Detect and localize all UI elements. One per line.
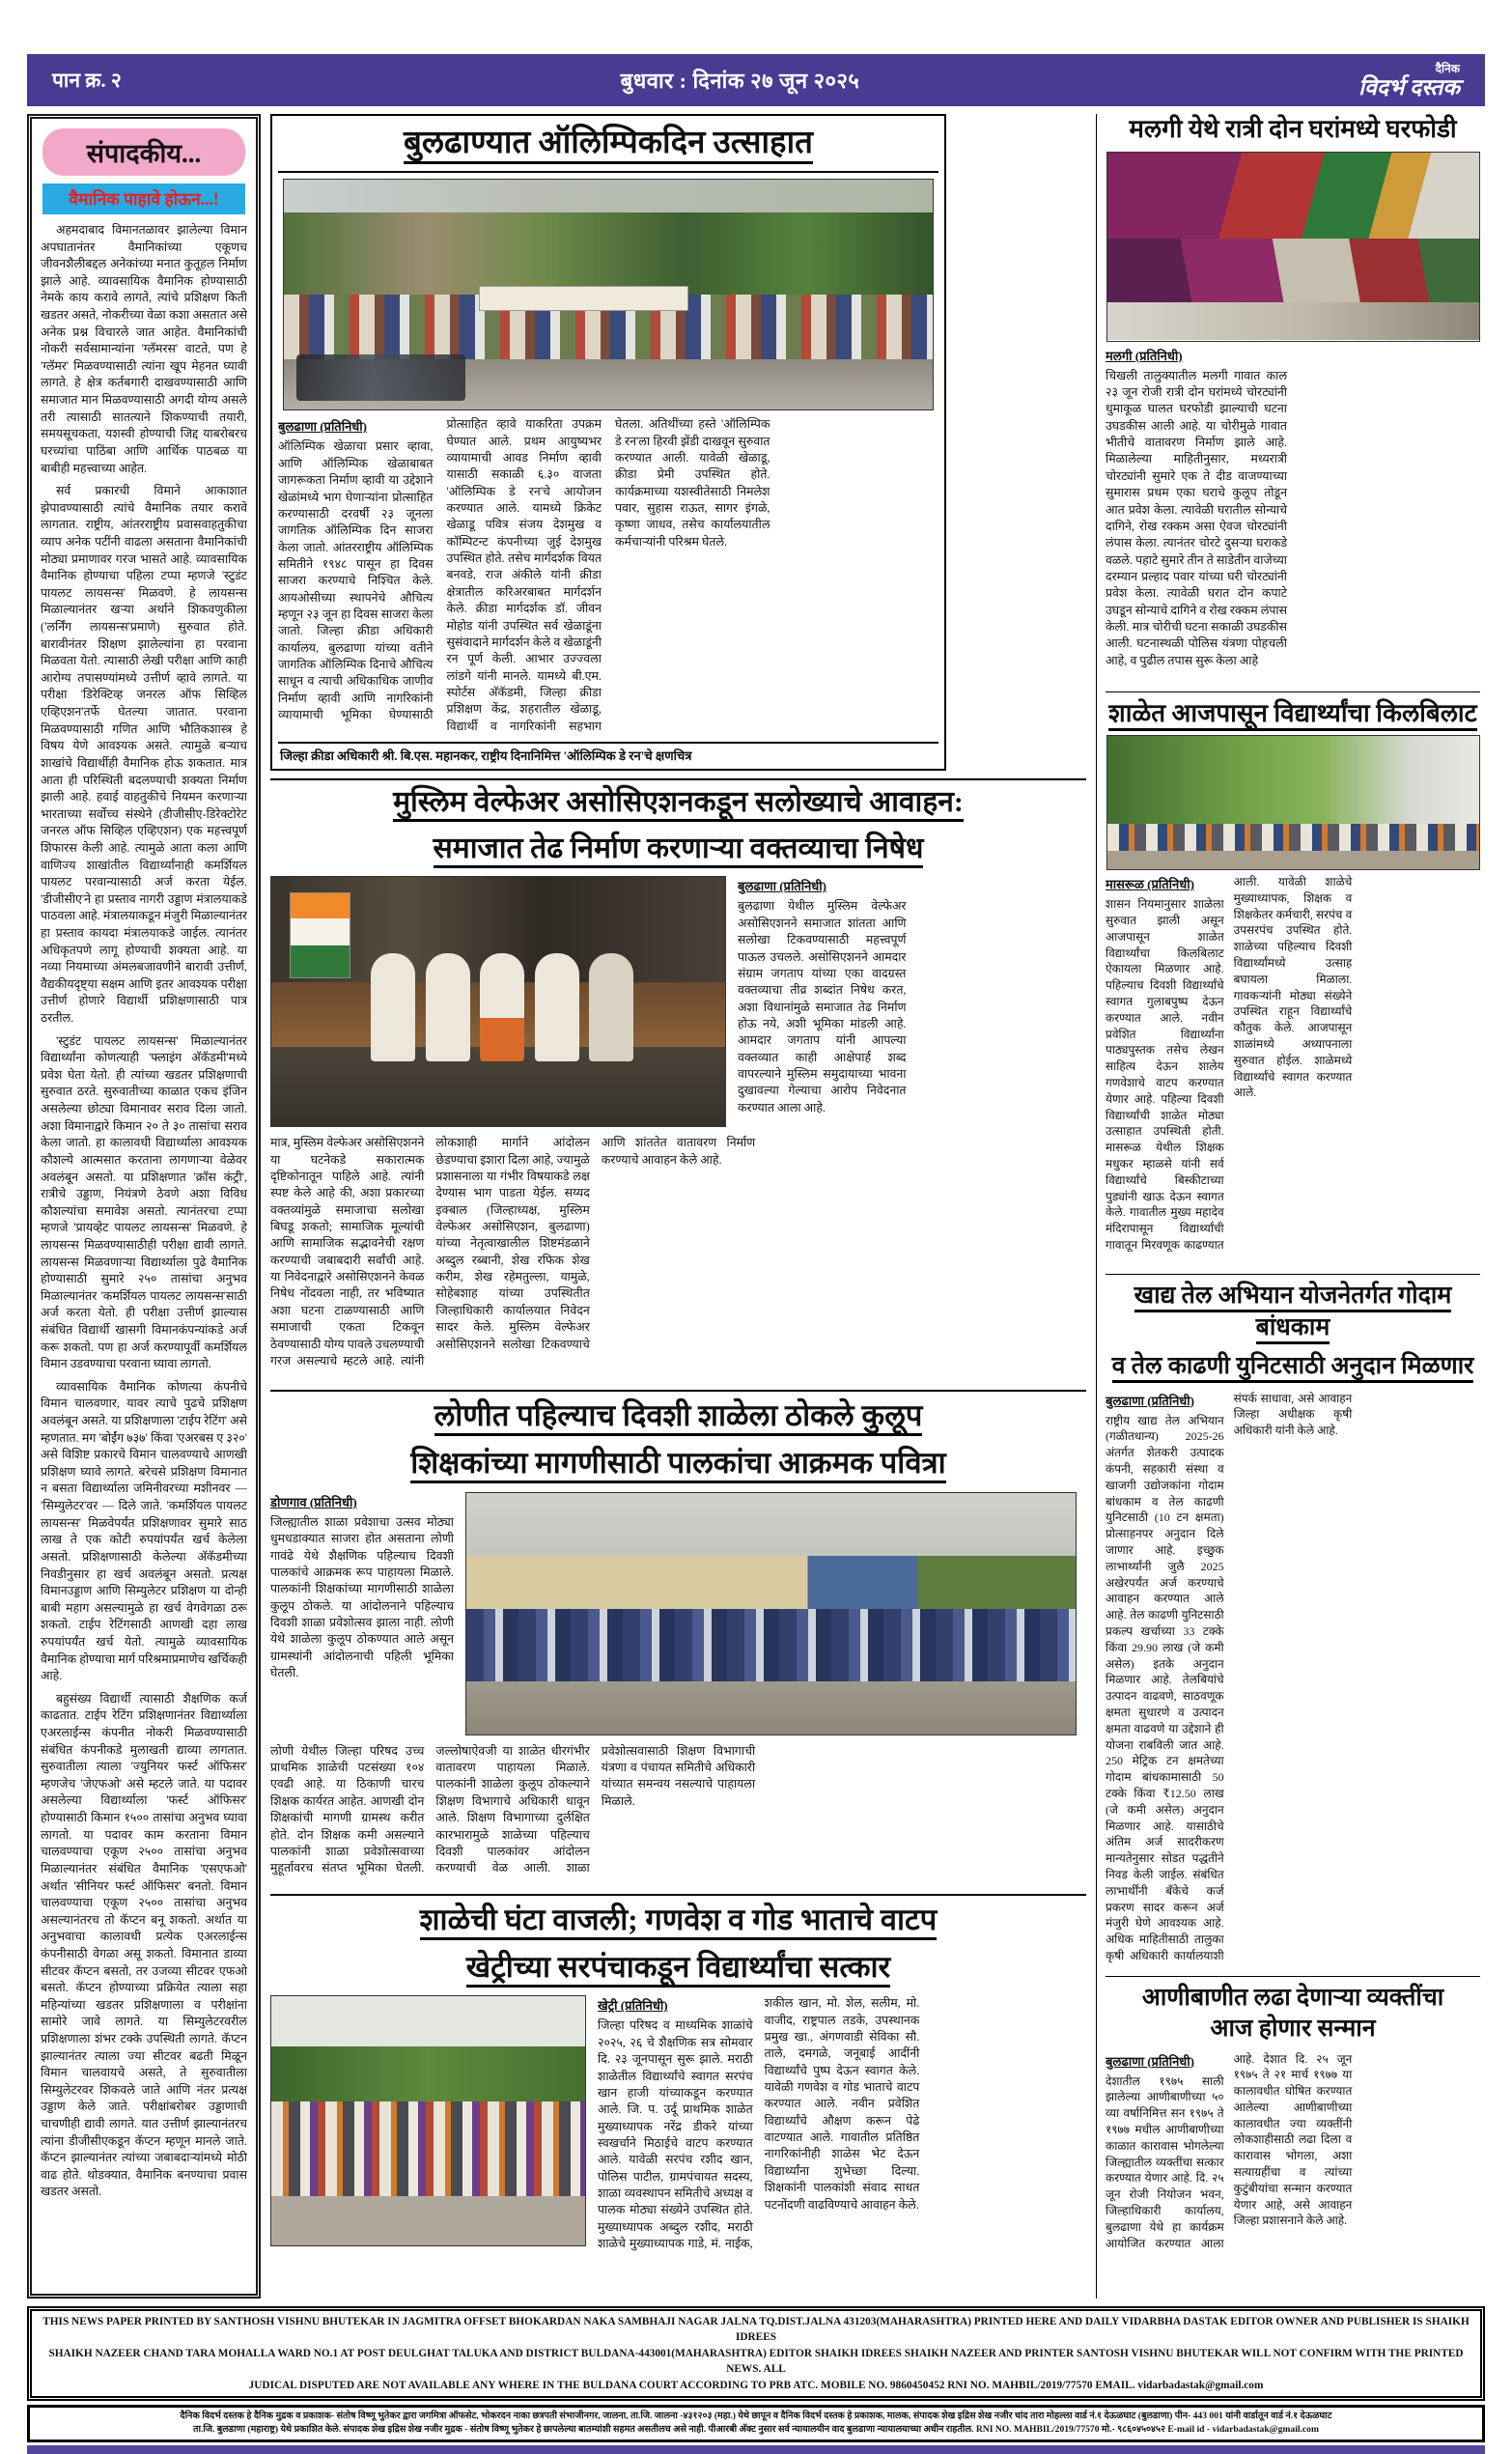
- photo-flag-banner: [290, 892, 350, 979]
- olympic-body-text: ऑलिम्पिक खेळाचा प्रसार व्हावा, आणि ऑलिम्पिक खेळाबाबत जागरूकता निर्माण व्हावी या उद्देशाने खेळांमध्ये भाग घेणाऱ्यांना प्रोत्साहित करण्यासाठी दरवर्षी २३ जूनला जागतिक ऑलिम्पिक दिन साजरा केला जातो. आंतरराष्ट्रीय ऑलिम्पिक समितीने १९४८ पासून हा दिवस साजरा करण्याचे निश्चित केले. आयओसीच्या स्थापनेचे औचित्य म्हणून २३ जून हा दिवस साजरा केला जातो. जिल्हा क्रीडा अधिकारी कार्यालय, बुलढाणा यांच्या वतीने जागतिक ऑलिम्पिक दिनाचे औचित्य साधून व त्याची अधिकाधिक जाणीव निर्माण व्हावी आणि नागरिकांनी व्यायामाची भूमिका घेण्यासाठी प्रोत्साहित व्हावे याकरिता उपक्रम घेण्यात आले. प्रथम आयुष्यभर व्यायामाची आवड निर्माण व्हावी यासाठी सकाळी ६.३० वाजता 'ऑलिम्पिक डे रन'चे आयोजन करण्यात आले. यामध्ये क्रिकेट खेळाडू पवित्र संजय देशमुख व कॉम्पिटन्ट कंपनीच्या जुई देशमुख उपस्थित होते. तसेच मार्गदर्शक वियत बनवडे, राज अंकीले यांनी क्रीडा क्षेत्रातील करिअरबाबत मार्गदर्शन केले. क्रीडा मार्गदर्शक डॉ. जीवन मोहोड यांनी उपस्थित सर्व खेळाडूंना सुसंवादाने मार्गदर्शन केले व खेळाडूंनी रन पूर्ण केली. आभार उज्ज्वला लांडगे यांनी मानले. यामध्ये बी.एम. स्पोर्टस अ‍ॅकॅडमी, जिल्हा क्रीडा प्रशिक्षण केंद्र, शहरातील खेळाडू, विद्यार्थी व नागरिकांनी सहभाग घेतला. अतिथींच्या हस्ते 'ऑलिम्पिक डे रन'ला हिरवी झेंडी दाखवून सुरुवात करण्यात आली. यावेळी खेळाडू, क्रीडा प्रेमी उपस्थित होते. कार्यक्रमाच्या यशस्वीतेसाठी निमलेश पवार, सुहास राऊत, सागर इंगळे, कृष्णा जाधव, तसेच कार्यालयातील कर्मचाऱ्यांनी परिश्रम घेतले.: [278, 417, 770, 733]
- loni-body-left: [270, 1492, 454, 1734]
- emergency-headline-line2: आज होणार सन्मान: [1210, 2016, 1376, 2042]
- photo-sky-band: [284, 180, 933, 212]
- editorial-paragraph: बहुसंख्य विद्यार्थी त्यासाठी शैक्षणिक कर्ज काढतात. टाईप रेटिंग प्रशिक्षणानंतर विद्यार्थ्याला एअरलाईन्स कंपनीत नोकरी मिळवण्यासाठी संबंधित कंपनीकडे मुलाखती द्याव्या लागतात. सुरुवातीला त्याला 'ज्युनियर फर्स्ट ऑफिसर' म्हणजेच 'जेएफओ' असे म्हटले जाते. या पदावर असलेल्या विद्यार्थ्याला 'फर्स्ट ऑफिसर' होण्यासाठी किमान १५०० तासांचा अनुभव घ्यावा लागतो. या पदावर काम करताना विमान चालवण्याचा एकूण २५०० तासांचा अनुभव मिळाल्यानंतर संबंधित वैमानिक 'एसएफओ' अर्थात 'सीनियर फर्स्ट ऑफिसर' बनतो. विमान चालवण्याचा एकूण २५०० तासांचा अनुभव असल्यानंतरच तो कॅप्टन बनू शकतो. अर्थात या अनुभवाचा कालावधी प्रत्येक एअरलाईन्स कंपनीसाठी वेगळा असू शकतो. विमानात डाव्या सीटवर कॅप्टन बसतो, तर उजव्या सीटवर एफओ बसतो. कॅप्टन होण्याच्या प्रक्रियेत त्याला सहा महिन्यांच्या खडतर प्रशिक्षणाला व परीक्षांना सामोरे जावे लागते. या सिम्युलेटरवरील प्रशिक्षणाला शंभर टक्के उपस्थिती लागते. कॅप्टन झाल्यानंतर त्याला ज्या सीटवर बढती मिळून विमान चालवायचे असते, ते सुरुवातीला सिम्युलेटरवर शिकवले जाते आणि नंतर प्रत्यक्ष उड्डाण केले जाते. परीक्षांबरोबर उड्डाणाची चाचणीही द्यावी लागते. यात उत्तीर्ण झाल्यानंतरच त्यांना डीजीसीएकडून कॅप्टन म्हणून मानले जाते. कॅप्टन झाल्यानंतर त्यांच्या जबाबदाऱ्यांमध्ये मोठी वाढ होते. थोडक्यात, वैमानिक बनण्याचा प्रवास खडतर असतो.: [41, 1691, 247, 2199]
- editorial-box: [27, 114, 261, 2299]
- photo-sky-band: [271, 1996, 585, 2046]
- article-olympic-day: [270, 114, 946, 771]
- muslim-photo-row: [270, 876, 1086, 1127]
- photo-person: [589, 953, 633, 1061]
- article-edible-oil-subsidy: [1106, 1274, 1480, 1970]
- editorial-paragraph: सर्व प्रकारची विमाने आकाशात झेपावण्यासाठी त्यांचे वैमानिक तयार करावे लागतात. राष्ट्रीय, आंतरराष्ट्रीय प्रवासवाहतुकीचा व्याप अनेक पटींनी वाढला असताना वैमानिकांची मोठ्या प्रमाणावर गरज भासते आहे. व्यावसायिक वैमानिक होण्याचा पहिला टप्पा म्हणजे 'स्टुडंट पायलट लायसन्स' मिळवणे. हे लायसन्स मिळाल्यानंतर खऱ्या अर्थाने शिकवणुकीला ('लर्निंग लायसन्स'प्रमाणे) सुरुवात होते. बारावीनंतर शिक्षण झालेल्यांना हा परवाना मिळवता येतो. त्यासाठी लेखी परीक्षा आणि काही आरोग्य तपासण्यांमध्ये उत्तीर्ण व्हावे लागते. या परीक्षा 'डिरेक्टिव्ह जनरल ऑफ सिव्हिल एव्हिएशन'तर्फे घेतल्या जातात. परवाना मिळवण्यासाठी गणित आणि भौतिकशास्त्र हे विषय येणे आवश्यक असते. त्यामुळे बऱ्याच शाखांचे विद्यार्थीही वैमानिक होऊ शकतात. मात्र आता ही परिस्थिती बदलण्याची शक्यता निर्माण झाली आहे. हवाई वाहतुकीचे नियमन करणाऱ्या भारताच्या सर्वोच्च संस्थेने (डीजीसीए-डिरेक्टोरेट जनरल ऑफ सिव्हिल एव्हिएशन) एक महत्त्वपूर्ण शिफारस केली आहे. त्यामुळे आता कला आणि वाणिज्य शाखांतील विद्यार्थ्यांनाही कमर्शियल पायलट परवान्यासाठी अर्ज करता येईल. 'डीजीसीए'ने हा प्रस्ताव नागरी उड्डाण मंत्रालयाकडे पाठवला आहे. मंत्रालयाकडून मंजुरी मिळाल्यानंतर हा प्रस्ताव कायदा मंत्रालयाकडे जाईल. त्यानंतर अधिकृतपणे लागू होण्याची शक्यता आहे. या नव्या नियमाच्या अंमलबजावणीने बारावी उत्तीर्ण, वैद्यकीयदृष्ट्या सक्षम आणि इतर आवश्यक परीक्षा उत्तीर्ण होणारे विद्यार्थी प्रशिक्षणासाठी पात्र ठरतील.: [41, 484, 247, 1026]
- muslim-body-bottom: मात्र, मुस्लिम वेल्फेअर असोसिएशनने या घटनेकडे सकारात्मक दृष्टिकोनातून पाहिले आहे. त्यांनी स्पष्ट केले आहे की, अशा प्रकारच्या वक्तव्यांमुळे समाजाचा सलोखा बिघडू शकतो; सामाजिक मूल्यांची आणि सामाजिक सद्भावनेची रक्षण करण्याची जबाबदारी सर्वांची आहे. या निवेदनाद्वारे असोसिएशनने केवळ निषेध नोंदवला नाही, तर भविष्यात अशा घटना टाळण्यासाठी आणि समाजाची एकता टिकवून ठेवण्यासाठी योग्य पावले उचलण्याची गरज असल्याचे म्हटले आहे. त्यांनी लोकशाही मार्गाने आंदोलन छेडण्याचा इशारा दिला आहे, ज्यामुळे प्रशासनाला या गंभीर विषयाकडे लक्ष देण्यास भाग पाडता येईल. सय्यद इक्बाल (जिल्हाध्यक्ष, मुस्लिम वेल्फेअर असोसिएशन, बुलढाणा) यांच्या नेतृत्वाखालील शिष्टमंडळाने अब्दुल रब्बानी, शेख रफिक शेख करीम, शेख रहेमतुल्ला, यामुळे, सोहेबशाह यांच्या उपस्थितीत जिल्हाधिकारी कार्यालयात निवेदन सादर केले. मुस्लिम वेल्फेअर असोसिएशनने सलोखा टिकवण्याचे आणि शांततेत वातावरण निर्माण करण्याचे आवाहन केले आहे.: [270, 1136, 756, 1368]
- article-emergency-felicitation: [1106, 1976, 1480, 2252]
- editorial-paragraph: अहमदाबाद विमानतळावर झालेल्या विमान अपघातानंतर वैमानिकांच्या एकूणच जीवनशैलीबद्दल अनेकांच्या मनात कुतूहल निर्माण झाले आहे. व्यावसायिक वैमानिक होण्यासाठी नेमके काय करावे लागते, त्यांचे प्रशिक्षण किती खडतर असते, नोकरीच्या वेळा कशा असतात असे अनेक प्रश्न विचारले जात आहेत. वैमानिकांची नोकरी सर्वसामान्यांना 'ग्लॅमरस' वाटते, पण हे 'ग्लॅमर' मिळवण्यासाठी त्यांना खूप मेहनत घ्यावी लागते. हे क्षेत्र कर्तबगारी दाखवण्यासाठी आणि समाजात मान मिळवण्यासाठी अगदी योग्य असले तरी त्यासाठी सातत्याने शिकण्याची तयारी, समयसूचकता, यशस्वी होण्याची जिद्द याबरोबरच घरच्यांचा पाठिंबा आणि आर्थिक पाठबळ या बाबीही महत्त्वाच्या आहेत.: [41, 223, 247, 475]
- malgi-headline: मलगी येथे रात्री दोन घरांमध्ये घरफोडी: [1129, 115, 1457, 143]
- article-malgi-burglary: [1106, 114, 1480, 686]
- photo-person: [371, 953, 415, 1061]
- masthead: [27, 54, 1485, 106]
- photo-khetri-felicitation: [270, 1995, 586, 2246]
- oil-headline-line2: व तेल काढणी युनिटसाठी अनुदान मिळणार: [1106, 1351, 1480, 1383]
- center-column: [270, 114, 1086, 2299]
- loni-photo-row: [270, 1492, 1086, 1735]
- loni-headline-line2: शिक्षकांच्या मागणीसाठी पालकांचा आक्रमक पवित्रा: [270, 1445, 1086, 1482]
- right-column: [1096, 114, 1480, 2299]
- photo-trees-band: [284, 212, 933, 296]
- muslim-body-top-text: बुलढाणा येथील मुस्लिम वेल्फेअर असोसिएशनने समाजात शांतता आणि सलोखा टिकवण्यासाठी महत्त्वपूर्ण पाऊल उचलले. असोसिएशनने आमदार संग्राम जगताप यांच्या एका वादग्रस्त वक्तव्याचा तीव्र शब्दांत निषेध करत, अशा विधानांमुळे समाजात तेढ निर्माण होऊ नये, अशी भूमिका मांडली आहे. आमदार जगताप यांनी आपल्या वक्तव्यात काही आक्षेपार्ह शब्द वापरल्याने मुस्लिम समुदायाच्या भावना दुखावल्या गेल्याचा आरोप निवेदनात करण्यात आला आहे.: [738, 899, 907, 1114]
- ghanta-byline: खेट्री (प्रतिनिधी): [598, 1998, 668, 2014]
- editorial-section-title: संपादकीय...: [42, 128, 245, 176]
- olympic-photo-caption: जिल्हा क्रीडा अधिकारी श्री. बि.एस. महानकर, राष्ट्रीय दिनानिमित्त 'ऑलिम्पिक डे रन'चे क्षणचित्र: [278, 742, 938, 767]
- photo-malgi-burgled-house: [1106, 152, 1480, 342]
- photo-loni-school: [465, 1492, 1077, 1735]
- ghanta-body: [598, 1995, 1086, 2258]
- photo-ground-band: [466, 1681, 1076, 1735]
- imprint-english: [27, 2306, 1485, 2401]
- ghanta-headline-line1: शाळेची घंटा वाजली; गणवेश व गोड भाताचे वाटप: [270, 1902, 1086, 1939]
- muslim-body-top: [738, 876, 1086, 1125]
- photo-students-band: [1107, 824, 1479, 851]
- page-number: पान क्र. २: [52, 69, 122, 92]
- article-muslim-welfare: [270, 778, 1086, 1382]
- newspaper-brand: [1358, 63, 1460, 99]
- editorial-column: [27, 114, 261, 2299]
- muslim-headline-line2: समाजात तेढ निर्माण करणाऱ्या वक्तव्याचा निषेध: [270, 831, 1086, 867]
- ghanta-photo-row: [270, 1995, 1086, 2258]
- photo-motorcycles: [296, 354, 465, 401]
- photo-students-band: [466, 1609, 1076, 1681]
- photo-people-band: [271, 2101, 585, 2196]
- photo-memorandum-handover: [270, 876, 726, 1127]
- kilbilat-byline: मासरूळ (प्रतिनिधी): [1106, 877, 1194, 891]
- photo-person: [426, 953, 470, 1061]
- emergency-body: [1106, 2051, 1480, 2252]
- malgi-body: [1106, 346, 1480, 686]
- date-line: बुधवार : दिनांक २७ जून २०२५: [620, 69, 860, 93]
- photo-olympic-day-run: [283, 179, 934, 410]
- photo-person: [535, 953, 579, 1061]
- emergency-body-text: देशातील १९७५ साली झालेल्या आणीबाणीच्या ५० व्या वर्षानिमित्त सन १९७५ ते १९७७ मधील आणीबाणीच्या काळात कारावास भोगलेल्या जिल्ह्यातील व्यक्तींचा सत्कार करण्यात येणार आहे. दि. २५ जून रोजी नियोजन भवन, जिल्हाधिकारी कार्यालय, बुलढाणा येथे हा कार्यक्रम आयोजित करण्यात आला आहे. देशात दि. २५ जून १९७५ ते २१ मार्च १९७७ या कालावधीत घोषित करण्यात आलेल्या आणीबाणीच्या कालावधीत ज्या व्यक्तींनी लोकशाहीसाठी लढा दिला व कारावास भोगला, अशा सत्याग्रहींचा व त्यांच्या कुटुंबीयांचा सन्मान करण्यात येणार आहे, असे आवाहन जिल्हा प्रशासनाने केले आहे.: [1106, 2051, 1353, 2250]
- article-school-bell-khetri: [270, 1894, 1086, 2259]
- brand-name: विदर्भ दस्तक: [1358, 74, 1460, 99]
- ghanta-headline-line2: खेट्रीच्या सरपंचाकडून विद्यार्थ्यांचा सत्कार: [270, 1949, 1086, 1987]
- imprint-marathi-line1: दैनिक विदर्भ दस्तक हे दैनिक मुद्रक व प्रकाशक- संतोष विष्णू भुतेकर द्वारा जगमित्रा ऑफसेट, भोकरदन नाका छत्रपती संभाजीनगर, जालना, ता.जि. जालना -४३१२०३ (महा.) येथे छापून व दैनिक विदर्भ दस्तक हे प्रकाशक, मालक, संपादक शेख इद्रिस शेख नजीर चांद तारा मोहल्ला वार्ड नं.१ देऊळघाट (बुलडाणा) पीन- 443 001 यांनी वार्डातून वार्ड नं.१ देऊळघाट: [180, 2410, 1332, 2421]
- kilbilat-headline: शाळेत आजपासून विद्यार्थ्यांचा किलबिलाट: [1106, 698, 1480, 730]
- imprint-english-line2: SHAIKH NAZEER CHAND TARA MOHALLA WARD NO.1 AT POST DEULGHAT TALUKA AND DISTRICT BULDANA-443001(MAHARASHTRA) EDITOR SHAIKH IDREES SHAIKH NAZEER AND PRINTER SANTOSH VISHNU BHUTEKAR WILL NOT CONFIRM WITH THE PRINTED NEWS. ALL: [48, 2347, 1464, 2376]
- loni-byline: डोणगाव (प्रतिनिधी): [270, 1494, 357, 1509]
- photo-clothes-band: [1107, 239, 1479, 302]
- photo-clothes-band: [1107, 153, 1479, 240]
- brand-top: दैनिक: [1435, 61, 1460, 75]
- page-content: [27, 114, 1485, 2299]
- imprint-english-line3: JUDICAL DISPUTED ARE NOT AVAILABLE ANY WHERE IN THE BULDANA COURT ACCORDING TO PRB ATC. MOBILE NO. 9860450452 RNI NO. MAHBIL/2019/77570 EMAIL. vidarbadastak@gmail.com: [248, 2379, 1264, 2391]
- loni-headline-line1: लोणीत पहिल्याच दिवशी शाळेला ठोकले कुलूप: [270, 1397, 1086, 1435]
- oil-body: [1106, 1391, 1480, 1970]
- emergency-byline: बुलढाणा (प्रतिनिधी): [1106, 2053, 1194, 2069]
- bottom-purple-bar: [27, 2445, 1485, 2454]
- imprint-marathi-line2: ता.जि. बुलडाणा (महाराष्ट्र) येथे प्रकाशित केले. संपादक शेख इद्रिस शेख नजीर मुद्रक - संतोष विष्णू भुतेकर हे छापलेल्या बातम्यांशी सहमत असतीलच असे नाही. पीआरबी अ‍ॅक्ट नुसार सर्व न्यायालयीन वाद बुलडाणा न्यायालयाच्या अधीन राहतील. RNI NO. MAHBIL/2019/77570 मो.- ९८६०४५०४५२ E-mail id - vidarbadastak@gmail.com: [193, 2424, 1319, 2436]
- oil-body-text: राष्ट्रीय खाद्य तेल अभियान (गळीतधान्य) 2025-26 अंतर्गत शेतकरी उत्पादक कंपनी, सहकारी संस्था व खाजगी उद्योजकांना गोदाम बांधकाम व तेल काढणी युनिटसाठी (10 टन क्षमता) प्रोत्साहनपर अनुदान दिले जाणार आहे. इच्छुक लाभार्थ्यांनी जुलै 2025 अखेरपर्यंत अर्ज करण्याचे आवाहन करण्यात आले आहे. तेल काढणी युनिटसाठी प्रकल्प खर्चाच्या 33 टक्के किंवा 29.90 लाख (जे कमी असेल) इतके अनुदान मिळणार आहे. तेलबियांचे उत्पादन वाढवणे, साठवणूक क्षमता सुधारणे व उत्पादन क्षमता वाढवणे या उद्देशाने ही योजना राबविली जात आहे. 250 मेट्रिक टन क्षमतेच्या गोदाम बांधकामासाठी 50 टक्के किंवा ₹12.50 लाख (जे कमी असेल) अनुदान मिळणार आहे. यासाठीचे अंतिम अर्ज सादरीकरण मान्यतेनुसार सोडत पद्धतीने निवड केली जाईल. संबंधित लाभार्थींनी बँकेचे कर्ज प्रकरण सादर करून अर्ज मंजुरी घेणे आवश्यक आहे. अधिक माहितीसाठी तालुका कृषी अधिकारी कार्यालयाशी संपर्क साधावा, असे आवाहन जिल्हा अधीक्षक कृषी अधिकारी यांनी केले आहे.: [1106, 1391, 1353, 1962]
- ghanta-body-text: जिल्हा परिषद व माध्यमिक शाळांचे २०२५, २६ चे शैक्षणिक सत्र सोमवार दि. २३ जूनपासून सुरू झाले. मराठी शाळेतील विद्यार्थ्यांचे स्वागत सरपंच खान हाजी यांच्याकडून करण्यात आले. जि. प. उर्दू प्राथमिक शाळेत मुख्याध्यापक नरेंद्र डीकरे यांच्या स्वखर्चाने मिठाईचे वाटप करण्यात आले. यावेळी सरपंच रशीद खान, पोलिस पाटील, ग्रामपंचायत सदस्य, शाळा व्यवस्थापन समितीचे अध्यक्ष व पालक मोठ्या संख्येने उपस्थित होते. मुख्याध्यापक अब्दुल रशीद, मराठी शाळेचे मुख्याध्यापक गाडे, मं. नाईक, शकील खान, मो. शेल, सलीम, मो. वाजीद, राष्ट्रपाल तडके, उपस्थानक प्रमुख खा., अंगणवाडी सेविका सौ. ताले, दमगळे, जनूबाई आदींनी विद्यार्थ्यांचे पुष्प देऊन स्वागत केले. यावेळी गणवेश व गोड भाताचे वाटप करण्यात आले. नवीन प्रवेशित विद्यार्थ्यांचे औक्षण करून पेढे वाटण्यात आले. गावातील प्रतिष्ठित नागरिकांनीही शाळेस भेट देऊन विद्यार्थ्यांना शुभेच्छा दिल्या. शिक्षकांनी पालकांशी संवाद साधत पटनोंदणी वाढविण्याचे आवाहन केले.: [598, 1996, 920, 2251]
- photo-banner: [479, 286, 688, 311]
- photo-trees-band: [1107, 736, 1479, 824]
- article-loni-school-lock: [270, 1390, 1086, 1886]
- olympic-byline: बुलढाणा (प्रतिनिधी): [278, 419, 367, 435]
- loni-body-left-text: जिल्ह्यातील शाळा प्रवेशाचा उत्सव मोठ्या धुमधडाक्यात साजरा होत असताना लोणी गावंढे येथे शैक्षणिक पहिल्याच दिवशी पालकांचे आक्रमक रूप पाहायला मिळाले. पालकांनी शिक्षकांच्या मागणीसाठी शाळेला कुलूप ठोकले. या आंदोलनाने पहिल्याच दिवशी शाळा प्रवेशोत्सव झाला नाही. लोणी येथे शाळेला कुलूप ठोकण्यात आले असून ग्रामस्थांनी आंदोलनाची पहिली भूमिका घेतली.: [270, 1514, 454, 1680]
- editorial-paragraph: 'स्टुडंट पायलट लायसन्स' मिळाल्यानंतर विद्यार्थ्यांना कोणत्याही 'फ्लाइंग अ‍ॅकॅडमी'मध्ये प्रवेश घेता येतो. ही त्यांच्या खडतर प्रशिक्षणाची सुरुवात ठरते. सुरुवातीच्या काळात एकच इंजिन असलेल्या छोट्या विमानावर सराव दिला जातो. अशा विमानाद्वारे किमान २० ते ३० तासांचा सराव केला जातो. हा कालावधी विद्यार्थ्याला आवश्यक कौशल्ये आत्मसात करताना लागणाऱ्या वेळेवर अवलंबून असतो. या प्रशिक्षणात 'क्रॉस कंट्री', रात्रीचे उड्डाण, नियंत्रणे ठेवणे अशा विविध कौशल्यांचा समावेश असतो. त्यानंतरचा टप्पा म्हणजे 'प्रायव्हेट पायलट लायसन्स' मिळवणे. हे लायसन्स मिळवण्यासाठीही परीक्षा द्यावी लागते. लायसन्स मिळवणाऱ्या विद्यार्थ्याला पुढे वैमानिक होण्यासाठी सुमारे २५० तासांचा अनुभव मिळाल्यानंतर 'कमर्शियल पायलट लायसन्स'साठी अर्ज करता येतो. ही परीक्षा उत्तीर्ण झाल्यास संबंधित विद्यार्थी खासगी विमानकंपन्यांकडे अर्ज करू शकतो. पण हा अर्ज करण्यापूर्वी कमर्शियल विमान उडवण्याचा परवाना घ्यावा लागतो.: [41, 1033, 247, 1371]
- editorial-headline: वैमानिक पाहावे होऊन...!: [42, 183, 245, 214]
- photo-ground-band: [1107, 851, 1479, 869]
- muslim-byline: बुलढाणा (प्रतिनिधी): [738, 879, 826, 894]
- malgi-byline: मलगी (प्रतिनिधी): [1106, 348, 1183, 363]
- olympic-headline: बुलढाण्यात ऑलिम्पिकदिन उत्साहात: [278, 120, 938, 173]
- article-school-kilbilat: [1106, 691, 1480, 1269]
- loni-body-bottom: लोणी येथील जिल्हा परिषद उच्च प्राथमिक शाळेची पटसंख्या १०४ एवढी आहे. या ठिकाणी चारच शिक्षक कार्यरत आहेत. आणखी दोन शिक्षकांची मागणी ग्रामस्थ करीत होते. दोन शिक्षक कमी असल्याने पालकांनी शाळा प्रवेशोत्सवाच्या मुहूर्तावरच संतप्त भूमिका घेतली. जल्लोषाऐवजी या शाळेत धीरगंभीर वातावरण पाहायला मिळाले. पालकांनी शाळेला कुलूप ठोकल्याने शिक्षण विभागाचे अधिकारी धावून आले. शिक्षण विभागाच्या दुर्लक्षित कारभारामुळे शाळेच्या पहिल्याच दिवशी पालकांवर आंदोलन करण्याची वेळ आली. शाळा प्रवेशोत्सवासाठी शिक्षण विभागाची यंत्रणा व पंचायत समितीचे अधिकारी यांच्यात समन्वय नसल्याचे पाहायला मिळाले.: [270, 1743, 756, 1876]
- photo-floor-band: [1107, 302, 1479, 340]
- editorial-paragraph: व्यावसायिक वैमानिक कोणत्या कंपनीचे विमान चालवणार, यावर त्याचे पुढचे प्रशिक्षण अवलंबून असते. या प्रशिक्षणाला 'टाईप रेटिंग' असे म्हणतात. मग 'बोईंग ७३७' किंवा 'एअरबस ए ३२०' असे विशिष्ट प्रकारचे विमान चालवण्याचे आणखी प्रशिक्षण घ्यावे लागते. बरेचसे प्रशिक्षण विमानात न बसता विद्यार्थ्याला जमिनीवरच्या मशीनवर — 'सिम्युलेटर'वर — दिले जाते. 'कमर्शियल पायलट लायसन्स' मिळवेपर्यंत प्रशिक्षणावर सुमारे साठ लाख ते एक कोटी रुपयांपर्यंत खर्च केलेला असतो. प्रशिक्षणासाठी केलेल्या अ‍ॅकॅडमीच्या निवडीनुसार हा खर्च अवलंबून असतो. प्रत्यक्ष विमानउड्डाण आणि सिम्युलेटर प्रशिक्षण या दोन्ही बाबी महाग असल्यामुळे हा खर्च वेगवेगळा ठरू शकतो. टाईप रेटिंगसाठी आणखी दहा लाख रुपयांपर्यंत खर्च येतो. त्यामुळे व्यावसायिक वैमानिक होण्याचा मार्ग परिश्रमाप्रमाणेच खर्चिकही आहे.: [41, 1379, 247, 1683]
- emergency-headline-line1: आणीबाणीत लढा देणाऱ्या व्यक्तींचा: [1141, 1984, 1444, 2011]
- editorial-body: [41, 222, 247, 2270]
- kilbilat-body-text: शासन नियमानुसार शाळेला सुरुवात झाली असून आजपासून शाळेत विद्यार्थ्यांचा किलबिलाट ऐकायला मिळणार आहे. पहिल्याच दिवशी विद्यार्थ्यांचे स्वागत गुलाबपुष्प देऊन करण्यात आले. नवीन प्रवेशित विद्यार्थ्यांना पाठ्यपुस्तक तसेच लेखन साहित्य देऊन शालेय गणवेशाचे वाटप करण्यात येणार आहे. पहिल्या दिवशी विद्यार्थ्यांची शाळेत मोठ्या उत्साहात उपस्थिती होती. मासरूळ येथील शिक्षक मधुकर म्हाळसे यांनी सर्व विद्यार्थ्यांचे बिस्कीटाच्या पुड्यांनी खाऊ देऊन स्वागत केले. गावातील मुख्य महादेव मंदिरापासून विद्यार्थ्यांची गावातून मिरवणूक काढण्यात आली. यावेळी शाळेचे मुख्याध्यापक, शिक्षक व शिक्षकेतर कर्मचारी, सरपंच व उपसरपंच उपस्थित होते. शाळेच्या पहिल्याच दिवशी विद्यार्थ्यांमध्ये उत्साह बघायला मिळाला. गावकऱ्यांनी मोठ्या संख्येने उपस्थित राहून विद्यार्थ्यांचे कौतुक केले. आजपासून शाळांमध्ये अध्यापनाला सुरुवात होईल. शाळेमध्ये विद्यार्थ्यांचे स्वागत करण्यात आले.: [1106, 875, 1353, 1252]
- kilbilat-body: [1106, 874, 1480, 1268]
- muslim-headline-line1: मुस्लिम वेल्फेअर असोसिएशनकडून सलोख्याचे आवाहन:: [270, 784, 1086, 821]
- photo-masrul-school-rally: [1106, 735, 1480, 870]
- photo-school-building: [466, 1556, 1076, 1609]
- photo-person: [480, 953, 524, 1061]
- oil-byline: बुलढाणा (प्रतिनिधी): [1106, 1393, 1194, 1408]
- photo-ground-band: [271, 2196, 585, 2246]
- photo-trees-band: [271, 2046, 585, 2101]
- photo-sky-band: [466, 1493, 1076, 1556]
- malgi-body-text: चिखली तालुक्यातील मलगी गावात काल २३ जून रोजी रात्री दोन घरांमध्ये चोरट्यांनी धुमाकूळ घालत घरफोडी झाल्याची घटना उघडकीस आली आहे. या चोरीमुळे गावात भीतीचे वातावरण निर्माण झाले आहे. मिळालेल्या माहितीनुसार, मध्यरात्री चोरट्यांनी सुमारे एक ते दीड वाजण्याच्या सुमारास प्रथम एका घराचे कुलूप तोडून आत प्रवेश केला. त्यावेळी घरातील सोन्याचे दागिने, रोख रक्कम असा ऐवज चोरट्यांनी लंपास केला. त्यानंतर चोरटे दुसऱ्या घराकडे वळले. पहाटे सुमारे तीन ते साडेतीन वाजेच्या दरम्यान प्रल्हाद पवार यांच्या घरी चोरट्यांनी प्रवेश केला. त्यावेळी घरात दोन कपाटे उघडून सोन्याचे दागिने व रोख रक्कम लंपास केली. मात्र चोरीची घटना सकाळी उघडकीस आली. घटनास्थळी पोलिस यंत्रणा पोहचली आहे, व पुढील तपास सुरू केला आहे: [1106, 368, 1287, 667]
- imprint-marathi: [27, 2405, 1485, 2442]
- imprint-english-line1: THIS NEWS PAPER PRINTED BY SANTHOSH VISHNU BHUTEKAR IN JAGMITRA OFFSET BHOKARDAN NAKA SAMBHAJI NAGAR JALNA TQ.DIST.JALNA 431203(MAHARASHTRA) PRINTED HERE AND DAILY VIDARBHA DASTAK EDITOR OWNER AND PUBLISHER IS SHAIKH IDREES: [42, 2316, 1470, 2344]
- olympic-body: [278, 416, 938, 737]
- oil-headline-line1: खाद्य तेल अभियान योजनेतर्गत गोदाम बांधकाम: [1106, 1281, 1480, 1343]
